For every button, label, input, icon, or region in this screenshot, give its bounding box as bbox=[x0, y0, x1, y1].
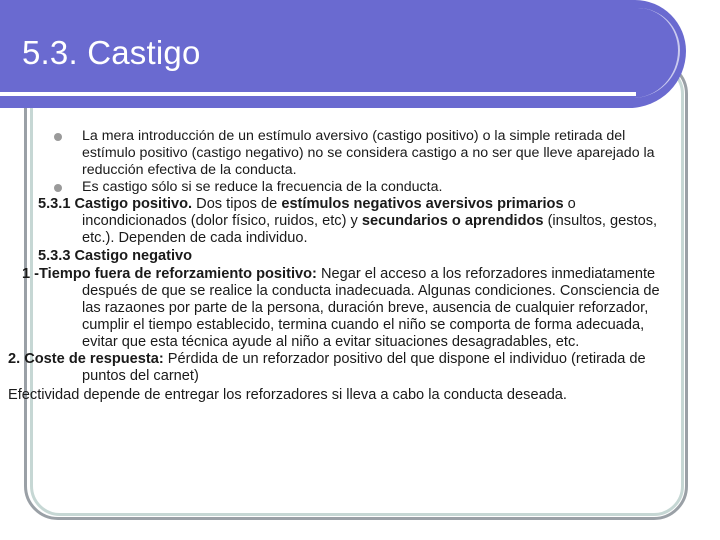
closing-sentence: Efectividad depende de entregar los reforzadores si lleva a cabo la conducta deseada. bbox=[8, 387, 567, 403]
bold-term: estímulos negativos aversivos primarios bbox=[281, 196, 564, 212]
section-5-3-1 bbox=[8, 196, 682, 247]
list-item-1 bbox=[8, 266, 682, 351]
section-heading: 5.3.1 Castigo positivo. bbox=[38, 196, 193, 212]
bullet-item bbox=[52, 128, 682, 179]
bullet-dot-icon bbox=[54, 184, 62, 192]
item-text: Negar el acceso a los reforzadores inmediatamente después de que se realice la conducta inadecuada. Algunas condiciones. Consciencia de las razaones por parte de la persona, duración breve, ausencia de cualquier reforzador, cumplir el tiempo establecido, termina cuando el niño se comporta de forma adecuada, evitar que esta técnica ayude al niño a evitar situaciones desagradables, etc. bbox=[82, 266, 660, 350]
section-5-3-3 bbox=[8, 247, 682, 266]
item-label: 2. Coste de respuesta: bbox=[8, 351, 164, 367]
bullet-text: La mera introducción de un estímulo aversivo (castigo positivo) o la simple retirada del estímulo positivo (castigo negativo) no se considera castigo a no ser que lleve aparejado la reducción efectiva de la conducta. bbox=[82, 128, 655, 178]
bullet-item bbox=[52, 179, 682, 196]
slide-content bbox=[8, 128, 682, 405]
item-text: Pérdida de un reforzador positivo del que dispone el individuo (retirada de puntos del carnet) bbox=[82, 351, 646, 384]
item-label: 1 -Tiempo fuera de reforzamiento positivo: bbox=[22, 266, 317, 282]
closing-text bbox=[8, 385, 682, 405]
bold-term: secundarios o aprendidos bbox=[361, 213, 544, 229]
section-text: Dos tipos de bbox=[192, 196, 282, 212]
bullet-dot-icon bbox=[54, 133, 62, 141]
bullet-text: Es castigo sólo si se reduce la frecuencia de la conducta. bbox=[82, 179, 443, 195]
list-item-2 bbox=[8, 351, 682, 385]
title-underline bbox=[0, 92, 636, 96]
section-heading: 5.3.3 Castigo negativo bbox=[38, 248, 193, 264]
title-banner bbox=[0, 0, 686, 108]
slide-title: 5.3. Castigo bbox=[22, 34, 201, 71]
section-text: o incondicionados (dolor físico, ruidos, etc) y bbox=[82, 196, 576, 229]
section-text: (insultos, gestos, etc.). Dependen de cada individuo. bbox=[82, 213, 658, 246]
